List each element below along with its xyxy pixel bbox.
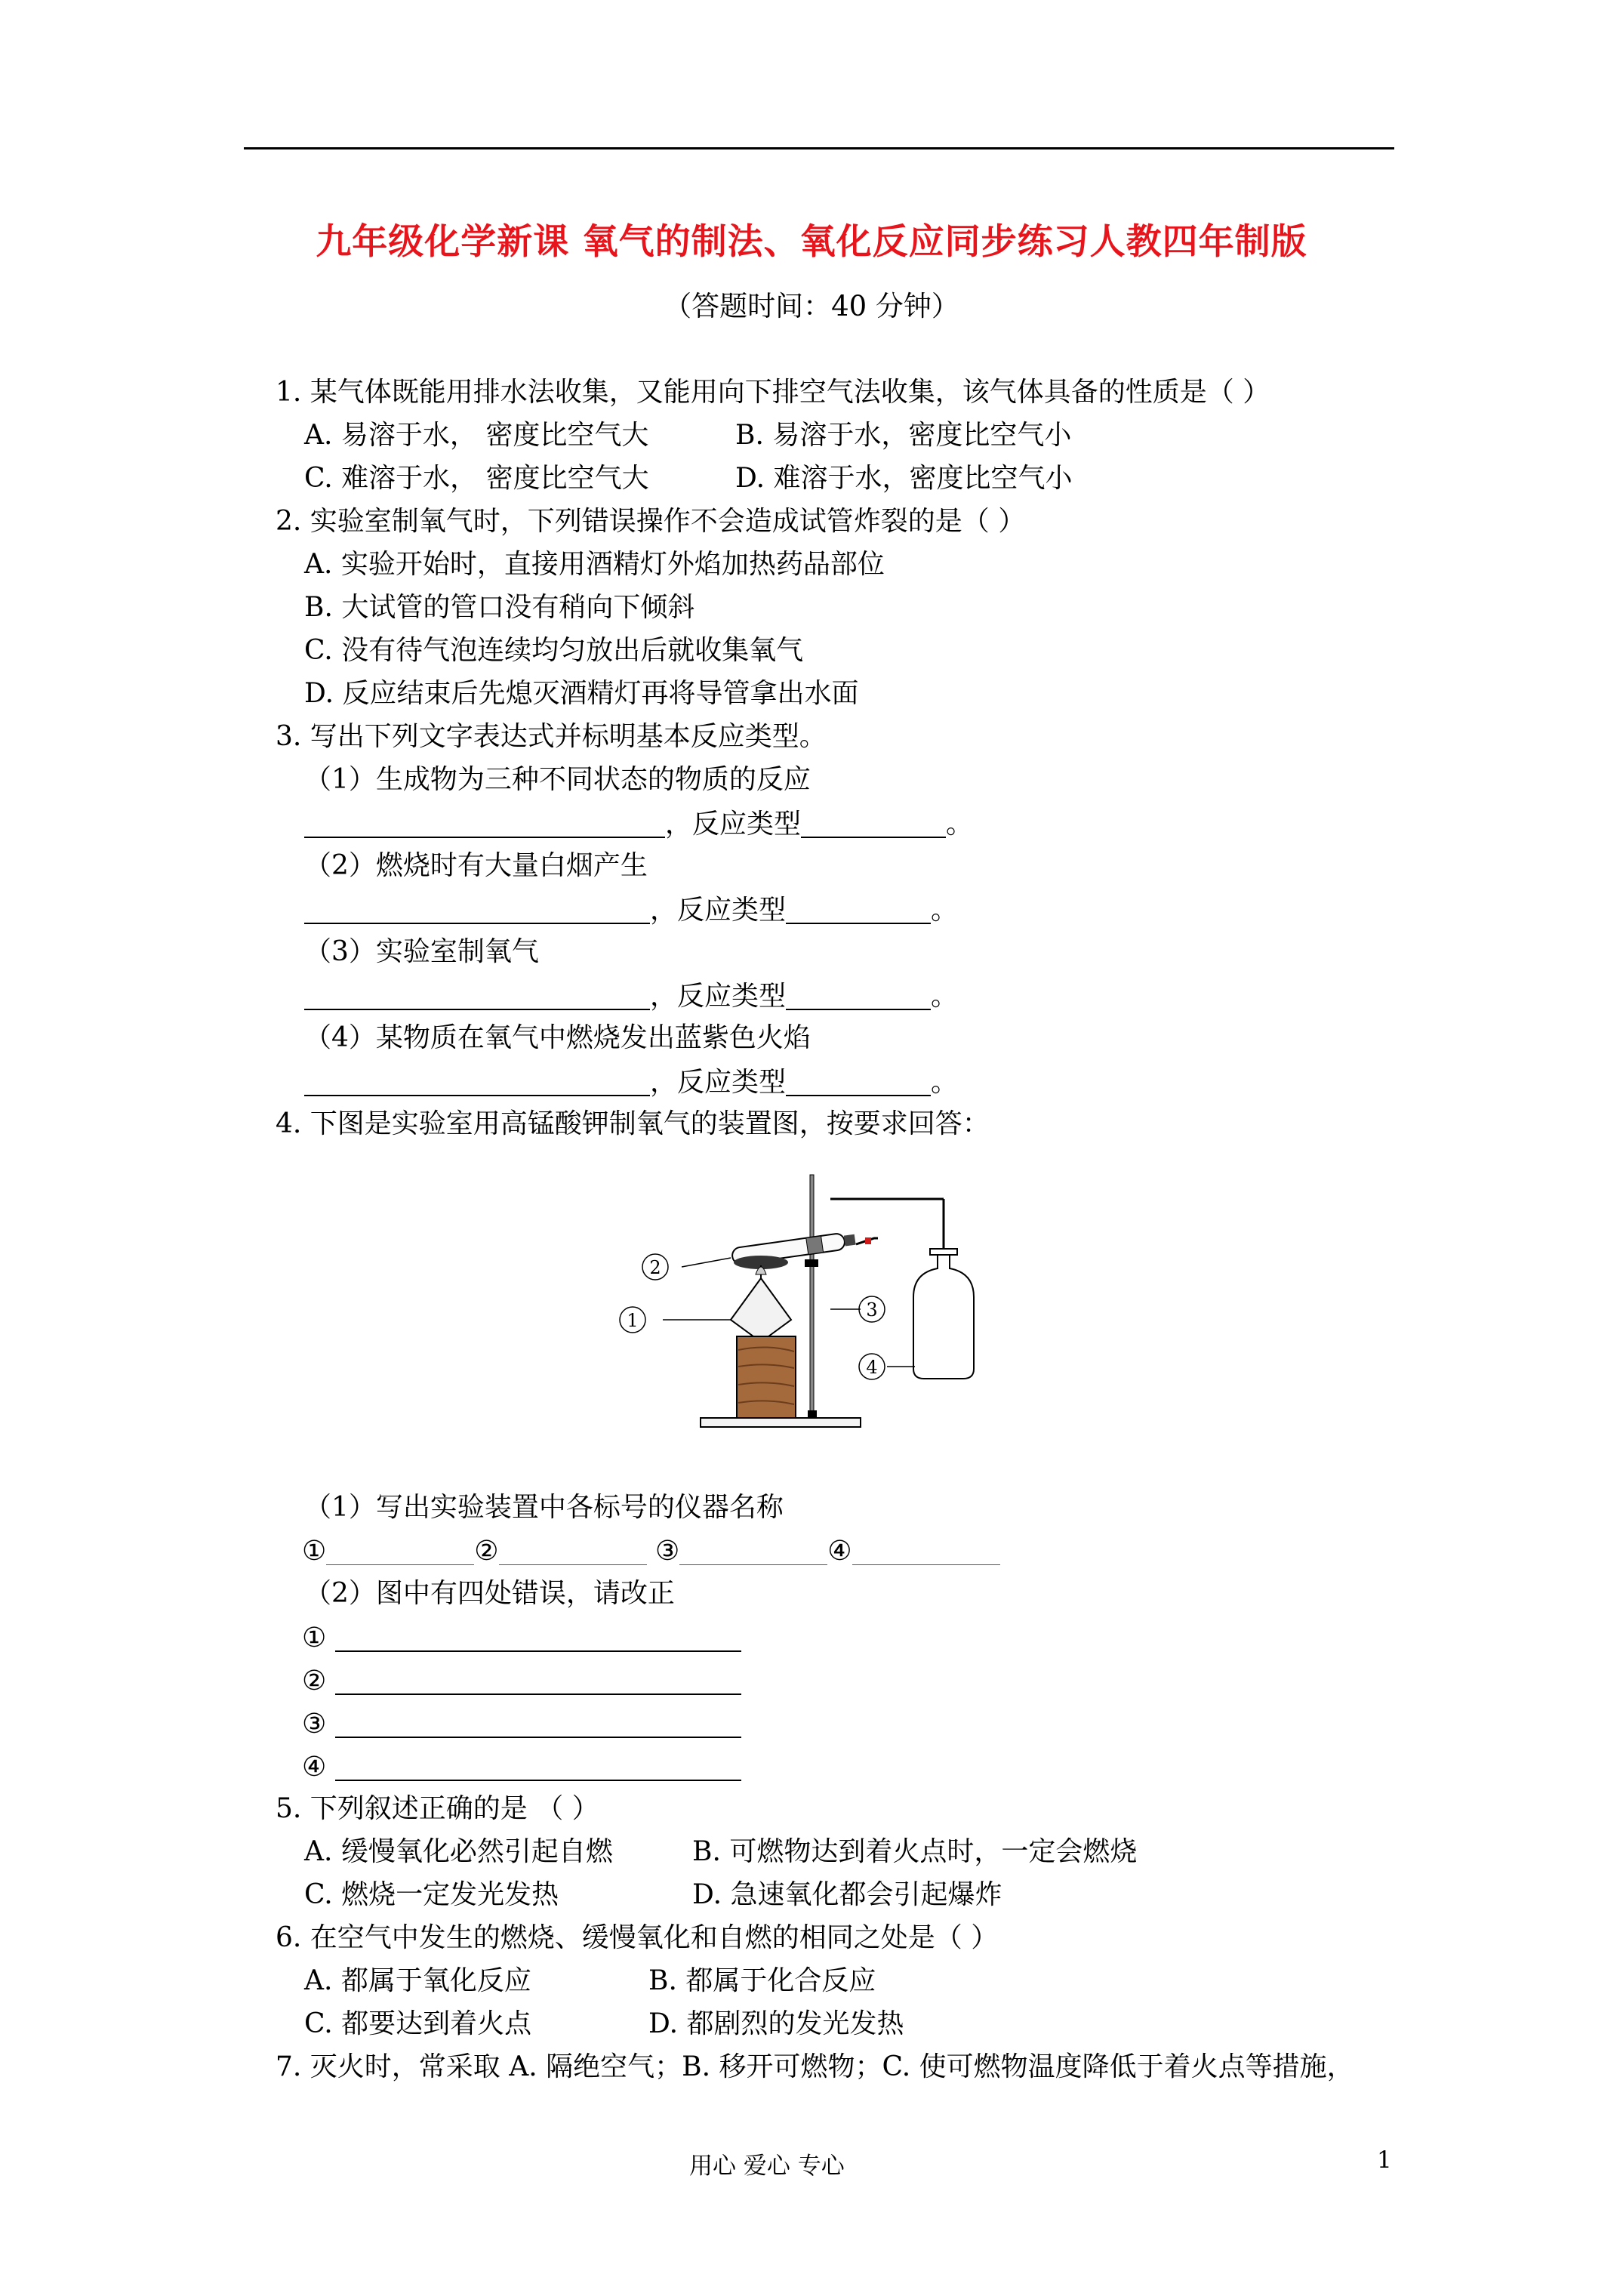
q3-type-blank[interactable] xyxy=(786,1068,931,1096)
clamp-holder xyxy=(805,1259,818,1267)
q4-fix-line-1 xyxy=(302,1623,741,1652)
comma: ， xyxy=(665,809,693,840)
mark-1: ① xyxy=(302,1623,327,1653)
name-blank-3[interactable] xyxy=(679,1537,827,1565)
comma: ， xyxy=(650,895,678,926)
q1-option-b: B. 易溶于水，密度比空气小 xyxy=(735,420,1072,451)
q3-item-4: （4）某物质在氧气中燃烧发出蓝紫色火焰 xyxy=(304,1022,811,1053)
diagram-label-1: 1 xyxy=(627,1310,639,1331)
q4-names-line xyxy=(302,1537,1000,1565)
diagram-label-2: 2 xyxy=(649,1257,661,1278)
mark-4: ④ xyxy=(302,1752,327,1783)
page-number: 1 xyxy=(1377,2147,1392,2174)
q5-stem: 5. 下列叙述正确的是 （ ） xyxy=(276,1793,599,1824)
q3-type-blank[interactable] xyxy=(801,809,946,838)
q4-fix-line-3 xyxy=(302,1709,741,1738)
gas-bottle-body xyxy=(913,1252,974,1379)
oxygen-apparatus-diagram-right xyxy=(830,1169,1057,1450)
q3-type-blank[interactable] xyxy=(786,982,931,1010)
page-title: 九年级化学新课 氧气的制法、氧化反应同步练习人教四年制版 xyxy=(316,221,1307,263)
q5-option-d: D. 急速氧化都会引起爆炸 xyxy=(692,1879,1002,1910)
fix-blank-2[interactable] xyxy=(335,1666,741,1695)
q6-option-c: C. 都要达到着火点 xyxy=(304,2008,532,2039)
q5-option-b: B. 可燃物达到着火点时，一定会燃烧 xyxy=(692,1836,1138,1867)
diagram-label-4: 4 xyxy=(866,1357,878,1378)
name-blank-4[interactable] xyxy=(852,1537,1000,1565)
q3-answer-line-1 xyxy=(304,809,973,838)
alcohol-lamp xyxy=(731,1265,791,1336)
name-blank-1[interactable] xyxy=(326,1537,474,1565)
q2-option-a: A. 实验开始时，直接用酒精灯外焰加热药品部位 xyxy=(304,549,885,580)
q2-option-c: C. 没有待气泡连续均匀放出后就收集氧气 xyxy=(304,635,804,666)
reaction-type-label: 反应类型 xyxy=(677,981,787,1012)
q2-stem: 2. 实验室制氧气时，下列错误操作不会造成试管炸裂的是（ ） xyxy=(276,506,1026,537)
q5-option-a: A. 缓慢氧化必然引起自燃 xyxy=(304,1836,613,1867)
comma: ， xyxy=(650,1067,678,1098)
q6-option-a: A. 都属于氧化反应 xyxy=(304,1965,531,1996)
q4-sub1: （1）写出实验装置中各标号的仪器名称 xyxy=(304,1492,784,1523)
q3-item-3: （3）实验室制氧气 xyxy=(304,936,539,967)
page-subtitle: （答题时间：40 分钟） xyxy=(664,290,959,322)
q3-stem: 3. 写出下列文字表达式并标明基本反应类型。 xyxy=(276,721,827,752)
reaction-type-label: 反应类型 xyxy=(692,809,802,840)
q3-item-2: （2）燃烧时有大量白烟产生 xyxy=(304,850,648,881)
stand-rod xyxy=(810,1175,814,1418)
fix-blank-3[interactable] xyxy=(335,1709,741,1738)
q2-option-d: D. 反应结束后先熄灭酒精灯再将导管拿出水面 xyxy=(304,678,859,709)
reaction-type-label: 反应类型 xyxy=(677,1067,787,1098)
q4-stem: 4. 下图是实验室用高锰酸钾制氧气的装置图，按要求回答： xyxy=(276,1108,990,1139)
name-blank-2[interactable] xyxy=(499,1537,647,1565)
q6-option-d: D. 都剧烈的发光发热 xyxy=(648,2008,904,2039)
reaction-type-label: 反应类型 xyxy=(677,895,787,926)
q3-answer-line-3 xyxy=(304,982,958,1010)
mark-3: ③ xyxy=(655,1536,680,1567)
q2-option-b: B. 大试管的管口没有稍向下倾斜 xyxy=(304,592,695,623)
diagram-label-3: 3 xyxy=(866,1299,878,1321)
mark-1: ① xyxy=(302,1536,327,1567)
rod-foot xyxy=(808,1410,817,1418)
q3-item-1: （1）生成物为三种不同状态的物质的反应 xyxy=(304,764,811,795)
q3-equation-blank[interactable] xyxy=(304,1068,650,1096)
fix-blank-4[interactable] xyxy=(335,1752,741,1781)
q4-fix-line-2 xyxy=(302,1666,741,1695)
q3-equation-blank[interactable] xyxy=(304,895,650,924)
q4-fix-line-4 xyxy=(302,1752,741,1781)
period: 。 xyxy=(931,981,959,1012)
q6-option-b: B. 都属于化合反应 xyxy=(648,1965,876,1996)
q3-answer-line-2 xyxy=(304,895,958,924)
wooden-block xyxy=(737,1336,796,1418)
mark-2: ② xyxy=(302,1666,327,1697)
header-rule xyxy=(244,147,1394,149)
q1-option-d: D. 难溶于水，密度比空气小 xyxy=(735,463,1073,494)
period: 。 xyxy=(931,895,959,926)
q3-equation-blank[interactable] xyxy=(304,982,650,1010)
period: 。 xyxy=(946,809,974,840)
q7-stem: 7. 灭火时，常采取 A. 隔绝空气；B. 移开可燃物；C. 使可燃物温度降低于着火点等措施， xyxy=(276,2051,1354,2082)
footer-motto: 用心 爱心 专心 xyxy=(689,2153,845,2180)
mark-4: ④ xyxy=(827,1536,852,1567)
q3-equation-blank[interactable] xyxy=(304,809,665,838)
period: 。 xyxy=(931,1067,959,1098)
q6-stem: 6. 在空气中发生的燃烧、缓慢氧化和自燃的相同之处是（ ） xyxy=(276,1922,999,1953)
q1-option-a: A. 易溶于水， 密度比空气大 xyxy=(304,420,649,451)
mark-2: ② xyxy=(474,1536,499,1567)
q1-option-c: C. 难溶于水， 密度比空气大 xyxy=(304,463,649,494)
comma: ， xyxy=(650,981,678,1012)
q4-sub2: （2）图中有四处错误，请改正 xyxy=(304,1578,675,1609)
fix-blank-1[interactable] xyxy=(335,1623,741,1652)
q5-option-c: C. 燃烧一定发光发热 xyxy=(304,1879,559,1910)
q1-stem: 1. 某气体既能用排水法收集，又能用向下排空气法收集，该气体具备的性质是（ ） xyxy=(276,377,1270,408)
mark-3: ③ xyxy=(302,1709,327,1740)
q3-answer-line-4 xyxy=(304,1068,958,1096)
q3-type-blank[interactable] xyxy=(786,895,931,924)
